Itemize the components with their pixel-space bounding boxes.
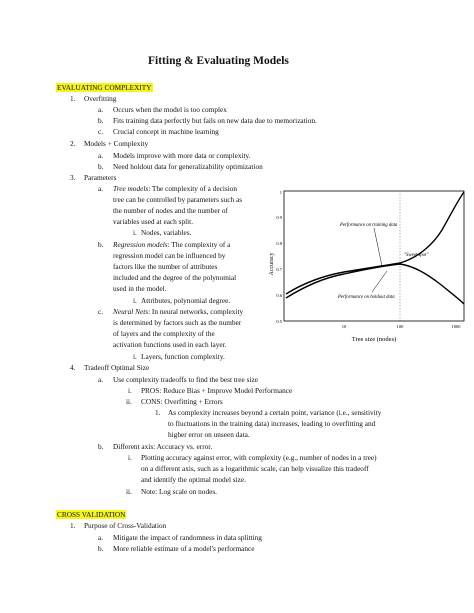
list-letter: b. xyxy=(98,240,104,249)
list-item-text: Models improve with more data or complexity. xyxy=(113,151,251,160)
text-line: on a different axis, such as a logarithmic scale, can help visualize this tradeoff xyxy=(141,464,369,473)
text-line: Plotting accuracy against error, with complexity (e.g., number of nodes in a tree) xyxy=(141,453,377,462)
list-item-text: More reliable estimate of a model's performance xyxy=(113,544,255,553)
list-roman: i. xyxy=(128,453,132,462)
list-roman: ii. xyxy=(126,397,132,406)
list-item-text: Nodes, variables. xyxy=(141,228,192,237)
training-annotation: Performance on training data xyxy=(340,223,398,228)
list-item-text: Occurs when the model is too complex xyxy=(113,105,227,114)
y-tick-label: 1 xyxy=(279,190,282,195)
text-line: to fluctuations in the training data) increases, leading to overfitting and xyxy=(168,419,376,428)
text-line: higher error on unseen data. xyxy=(168,430,250,439)
y-axis-label: Accuracy xyxy=(269,252,275,276)
text-line: regression model can be influenced by xyxy=(113,251,226,260)
list-roman: i. xyxy=(133,296,137,305)
y-tick-label: 0.6 xyxy=(276,293,282,298)
list-letter: a. xyxy=(98,151,104,160)
list-item-overfitting: Overfitting xyxy=(84,94,117,103)
list-item-text: CONS: Overfitting + Errors xyxy=(141,397,223,406)
list-letter: c. xyxy=(98,307,104,316)
term-regression-models: Regression models xyxy=(113,240,168,249)
list-letter: a. xyxy=(98,533,104,542)
section-heading-cross-validation xyxy=(56,510,126,519)
text-line: As complexity increases beyond a certain point, variance (i.e., sensitivity xyxy=(168,408,382,417)
text-line: factors like the number of attributes xyxy=(113,262,218,271)
list-item-text: Fits training data perfectly but fails on new data due to memorization. xyxy=(113,116,317,125)
list-roman: i. xyxy=(128,386,132,395)
list-item-text: Different axis: Accuracy vs. error. xyxy=(113,442,213,451)
list-roman: ii. xyxy=(126,487,132,496)
list-letter: a. xyxy=(98,375,104,384)
list-letter: a. xyxy=(98,184,104,193)
list-roman: i. xyxy=(133,352,137,361)
list-item-models-complexity: Models + Complexity xyxy=(84,139,149,148)
accuracy-tree-size-figure xyxy=(262,186,470,350)
list-letter: b. xyxy=(98,162,104,171)
list-letter: b. xyxy=(98,442,104,451)
y-tick-label: 0.8 xyxy=(276,241,282,246)
page-title: Fitting & Evaluating Models xyxy=(148,55,289,67)
list-number: 1. xyxy=(70,521,76,530)
term-tree-models: Tree models xyxy=(113,184,149,193)
text-line: and identify the optimal model size. xyxy=(141,475,246,484)
list-number: 2. xyxy=(70,139,76,148)
list-roman: i. xyxy=(133,228,137,237)
y-tick-label: 0.7 xyxy=(276,267,282,272)
text-line: used in the model. xyxy=(113,284,167,293)
section-heading-evaluating-complexity xyxy=(56,83,153,92)
text-line: is determined by factors such as the number xyxy=(113,318,242,327)
text-line: of layers and the complexity of the xyxy=(113,329,215,338)
list-item-regression-models xyxy=(113,240,230,249)
text-line: : In neural networks, complexity xyxy=(148,307,244,316)
term-neural-nets: Neural Nets xyxy=(113,307,149,316)
x-tick-label: 100 xyxy=(396,324,404,329)
x-tick-label: 1000 xyxy=(451,324,461,329)
x-axis-label: Tree size (nodes) xyxy=(351,336,397,343)
sweet-spot-annotation: "Sweet spot" xyxy=(404,253,429,258)
list-item-text: Need holdout data for generalizability optimization xyxy=(113,162,263,171)
list-item-text: Note: Log scale on nodes. xyxy=(141,487,217,496)
holdout-annotation: Performance on holdout data xyxy=(338,295,395,300)
list-number: 3. xyxy=(70,173,76,182)
list-item-text: Attributes, polynomial degree. xyxy=(141,296,231,305)
list-letter: c. xyxy=(98,127,104,136)
list-number: 4. xyxy=(70,363,76,372)
list-item-text: Crucial concept in machine learning xyxy=(113,127,219,136)
list-letter: a. xyxy=(98,105,104,114)
section-heading-text: CROSS VALIDATION xyxy=(57,510,126,519)
list-item-text: Mitigate the impact of randomness in data splitting xyxy=(113,533,262,542)
list-item-text: Layers, function complexity. xyxy=(141,352,225,361)
list-item-purpose: Purpose of Cross-Validation xyxy=(84,521,167,530)
list-item-text: Use complexity tradeoffs to find the best tree size xyxy=(113,375,258,384)
list-item-parameters: Parameters xyxy=(84,173,117,182)
list-item-text: PROS: Reduce Bias + Improve Model Performance xyxy=(141,386,293,395)
list-item-tree-models xyxy=(113,184,237,193)
text-line: : The complexity of a xyxy=(167,240,231,249)
text-line: included and the degree of the polynomial xyxy=(113,273,237,282)
list-number: 1. xyxy=(70,94,76,103)
list-letter: b. xyxy=(98,116,104,125)
y-tick-label: 0.9 xyxy=(276,215,282,220)
list-letter: b. xyxy=(98,544,104,553)
x-tick-label: 10 xyxy=(341,324,347,329)
text-line: tree can be controlled by parameters such as xyxy=(113,195,243,204)
text-line: the number of nodes and the number of xyxy=(113,206,228,215)
section-heading-text: EVALUATING COMPLEXITY xyxy=(57,83,152,92)
text-line: variables used at each split. xyxy=(113,217,194,226)
text-line: activation functions used in each layer. xyxy=(113,340,227,349)
text-line: : The complexity of a decision xyxy=(148,184,238,193)
y-tick-label: 0.5 xyxy=(276,319,282,324)
list-number: 1. xyxy=(155,408,161,417)
list-item-tradeoff: Tradeoff Optimal Size xyxy=(84,363,150,372)
list-item-neural-nets xyxy=(113,307,243,316)
